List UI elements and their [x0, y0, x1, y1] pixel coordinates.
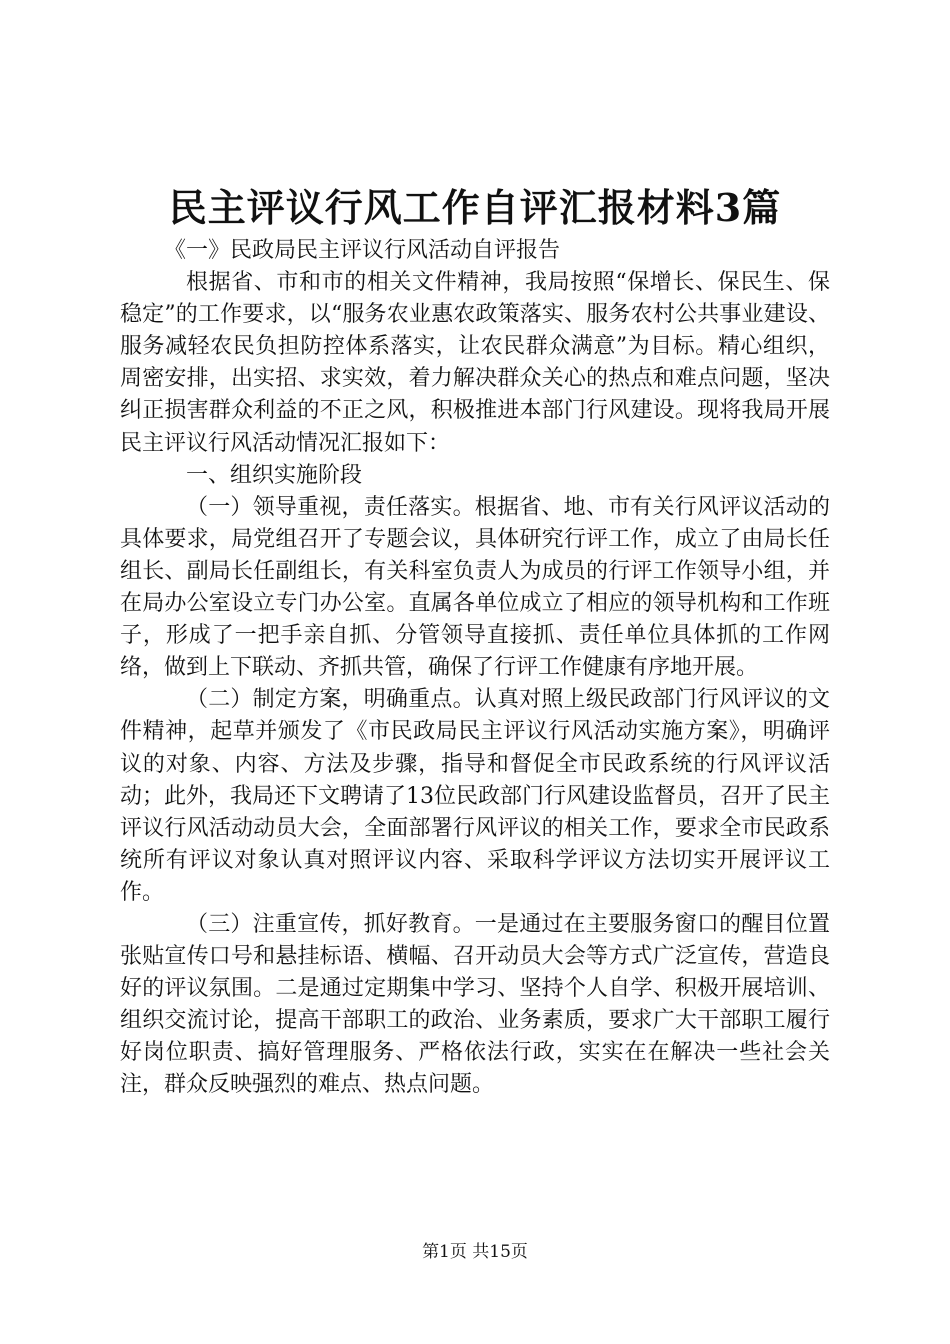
- paragraph-item-1: （一）领导重视，责任落实。根据省、地、市有关行风评议活动的具体要求，局党组召开了专题会议，具体研究行评工作，成立了由局长任组长、副局长任副组长，有关科室负责人为成员的行评工作领导小组，并在局办公室设立专门办公室。直属各单位成立了相应的领导机构和工作班子，形成了一把手亲自抓、分管领导直接抓、责任单位具体抓的工作网络，做到上下联动、齐抓共管，确保了行评工作健康有序地开展。: [120, 494, 830, 681]
- heading-organization-phase: 一、组织实施阶段: [186, 462, 363, 488]
- document-title: 民主评议行风工作自评汇报材料3篇: [168, 185, 782, 230]
- document-body: [120, 235, 830, 1102]
- section-heading: 《一》民政局民主评议行风活动自评报告: [164, 238, 561, 263]
- page-footer: 第1页 共15页: [422, 1242, 528, 1262]
- paragraph-item-2: （二）制定方案，明确重点。认真对照上级民政部门行风评议的文件精神，起草并颁发了《市民政局民主评议行风活动实施方案》，明确评议的对象、内容、方法及步骤，指导和督促全市民政系统的行风评议活动；此外，我局还下文聘请了13位民政部门行风建设监督员，召开了民主评议行风活动动员大会，全面部署行风评议的相关工作，要求全市民政系统所有评议对象认真对照评议内容、采取科学评议方法切实开展评议工作。: [120, 687, 830, 905]
- paragraph-item-3: （三）注重宣传，抓好教育。一是通过在主要服务窗口的醒目位置张贴宣传口号和悬挂标语、横幅、召开动员大会等方式广泛宣传，营造良好的评议氛围。二是通过定期集中学习、坚持个人自学、积极开展培训、组织交流讨论，提高干部职工的政治、业务素质，要求广大干部职工履行好岗位职责、搞好管理服务、严格依法行政，实实在在解决一些社会关注，群众反映强烈的难点、热点问题。: [120, 911, 830, 1098]
- intro-paragraph: 根据省、市和市的相关文件精神，我局按照“保增长、保民生、保稳定”的工作要求，以“服务农业惠农政策落实、服务农村公共事业建设、服务减轻农民负担防控体系落实，让农民群众满意”为目标。精心组织，周密安排，出实招、求实效，着力解决群众关心的热点和难点问题，坚决纠正损害群众利益的不正之风，积极推进本部门行风建设。现将我局开展民主评议行风活动情况汇报如下：: [120, 270, 830, 456]
